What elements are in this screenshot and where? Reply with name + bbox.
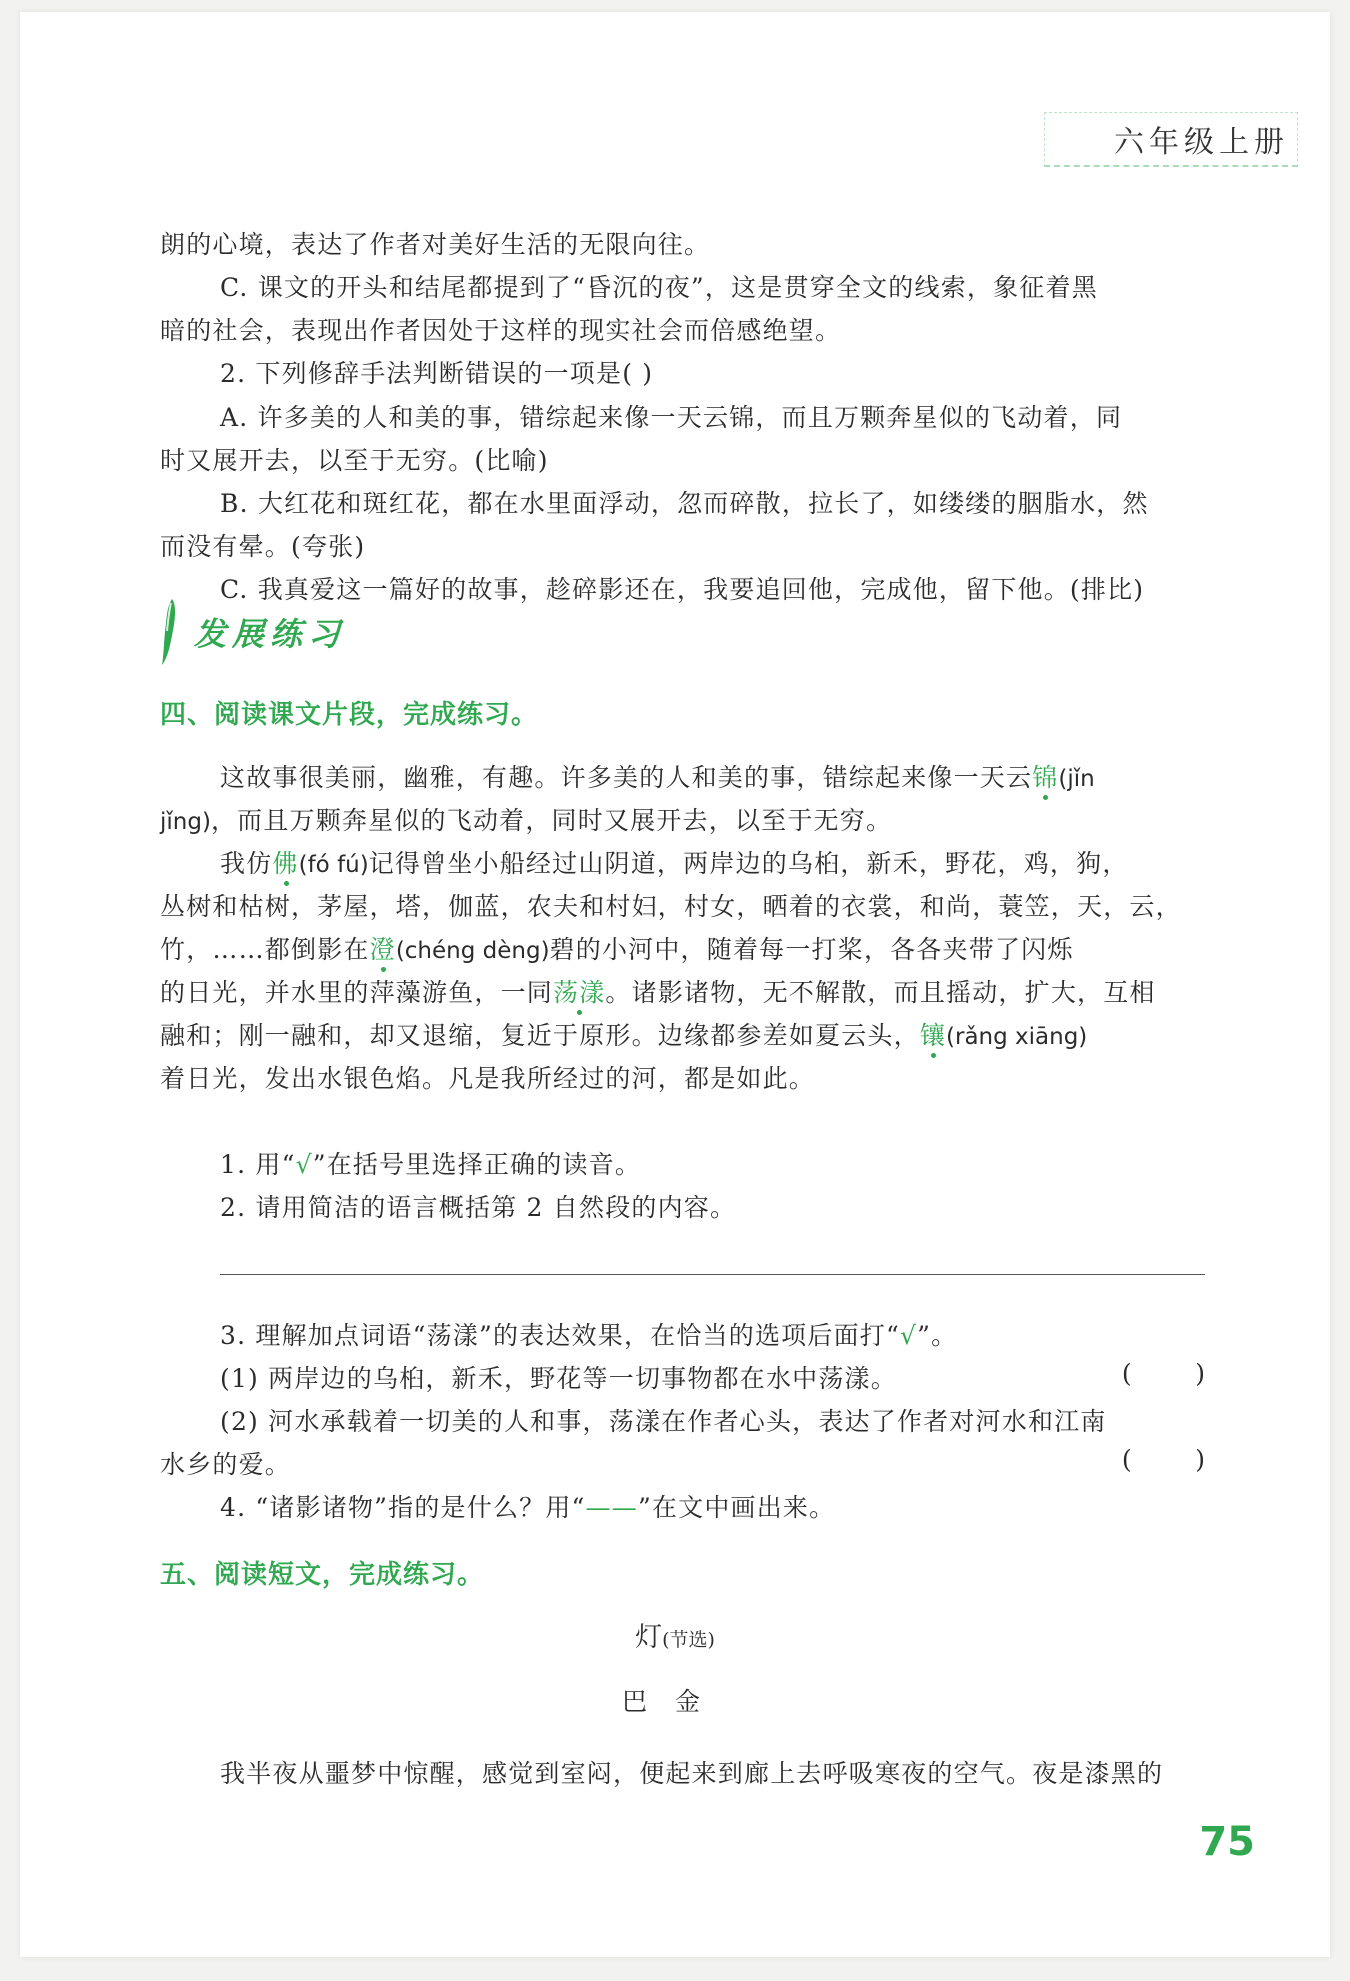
passage-line: 我仿佛(fó fú)记得曾坐小船经过山阴道，两岸边的乌桕，新禾，野花，鸡，狗，	[220, 844, 1205, 880]
pinyin-choice: (rǎng xiāng)	[946, 1024, 1088, 1050]
passage-line: 丛树和枯树，茅屋，塔，伽蓝，农夫和村妇，村女，晒着的衣裳，和尚，蓑笠，天，云，	[160, 892, 1182, 921]
text-line: 时又展开去，以至于无穷。(比喻)	[160, 446, 549, 475]
pinyin-choice: (jǐn	[1058, 766, 1095, 792]
passage-line: 着日光，发出水银色焰。凡是我所经过的河，都是如此。	[160, 1064, 816, 1093]
passage-line: jǐng)，而且万颗奔星似的飞动着，同时又展开去，以至于无穷。	[160, 806, 893, 835]
answer-parentheses[interactable]: ( )	[1121, 1359, 1205, 1388]
essay-title: 灯(节选)	[635, 1622, 715, 1653]
question-3-option-2: (2) 河水承载着一切美的人和事，荡漾在作者心头，表达了作者对河水和江南	[220, 1407, 1107, 1436]
essay-line: 我半夜从噩梦中惊醒，感觉到室闷，便起来到廊上去呼吸寒夜的空气。夜是漆黑的	[220, 1759, 1164, 1788]
page-number: 75	[1199, 1819, 1255, 1865]
question-2: 2. 请用简洁的语言概括第 2 自然段的内容。	[220, 1193, 737, 1222]
question-1: 1. 用“√”在括号里选择正确的读音。	[220, 1150, 642, 1179]
grade-header	[1044, 112, 1298, 167]
passage-line: 这故事很美丽，幽雅，有趣。许多美的人和美的事，错综起来像一天云锦(jǐn	[220, 758, 1205, 794]
text-line: 而没有晕。(夸张)	[160, 532, 366, 561]
underline-mark: ——	[585, 1493, 638, 1522]
passage-line: 的日光，并水里的萍藻游鱼，一同荡漾。诸影诸物，无不解散，而且摇动，扩大，互相	[160, 973, 1205, 1009]
check-mark: √	[899, 1321, 918, 1350]
question-4: 4. “诸影诸物”指的是什么？用“——”在文中画出来。	[220, 1493, 836, 1522]
answer-parentheses[interactable]: ( )	[1121, 1445, 1205, 1474]
option-c: C. 课文的开头和结尾都提到了“昏沉的夜”，这是贯穿全文的线索，象征着黑	[220, 273, 1098, 302]
brush-stroke-icon	[158, 597, 180, 667]
option-c: C. 我真爱这一篇好的故事，趁碎影还在，我要追回他，完成他，留下他。(排比)	[220, 575, 1145, 604]
pinyin-choice: jǐng)	[160, 809, 211, 835]
question-2: 2. 下列修辞手法判断错误的一项是( )	[220, 359, 654, 388]
section-banner	[158, 597, 346, 667]
section-5-title: 五、阅读短文，完成练习。	[160, 1560, 485, 1590]
check-mark: √	[295, 1150, 313, 1179]
option-b: B. 大红花和斑红花，都在水里面浮动，忽而碎散，拉长了，如缕缕的胭脂水，然	[220, 489, 1149, 518]
text-line: 朗的心境，表达了作者对美好生活的无限向往。	[160, 230, 711, 259]
passage-line: 融和；刚一融和，却又退缩，复近于原形。边缘都参差如夏云头，镶(rǎng xiāng)	[160, 1016, 1205, 1052]
question-3-option-2-cont: 水乡的爱。	[160, 1450, 292, 1479]
dotted-char: 澄	[370, 930, 396, 966]
option-a: A. 许多美的人和美的事，错综起来像一天云锦，而且万颗奔星似的飞动着，同	[220, 403, 1123, 432]
text-line: 暗的社会，表现出作者因处于这样的现实社会而倍感绝望。	[160, 316, 842, 345]
grade-title: 六年级上册	[1114, 125, 1289, 160]
banner-label: 发展练习	[194, 615, 347, 653]
essay-note: (节选)	[662, 1629, 715, 1651]
question-3: 3. 理解加点词语“荡漾”的表达效果，在恰当的选项后面打“√”。	[220, 1321, 958, 1350]
dotted-char: 佛	[272, 844, 298, 880]
question-3-option-1: (1) 两岸边的乌桕，新禾，野花等一切事物都在水中荡漾。	[220, 1364, 897, 1393]
section-4-title: 四、阅读课文片段，完成练习。	[160, 700, 539, 730]
pinyin-choice: (fó fú)	[298, 852, 369, 878]
dotted-char: 锦	[1032, 758, 1058, 794]
dotted-word: 荡漾	[553, 973, 605, 1009]
textbook-page	[20, 12, 1330, 1957]
essay-author: 巴金	[621, 1687, 728, 1716]
dotted-char: 镶	[920, 1016, 946, 1052]
pinyin-choice: (chéng dèng)	[395, 938, 550, 964]
answer-line[interactable]	[220, 1274, 1205, 1275]
passage-line: 竹，……都倒影在澄(chéng dèng)碧的小河中，随着每一打桨，各各夹带了闪烁	[160, 930, 1205, 966]
